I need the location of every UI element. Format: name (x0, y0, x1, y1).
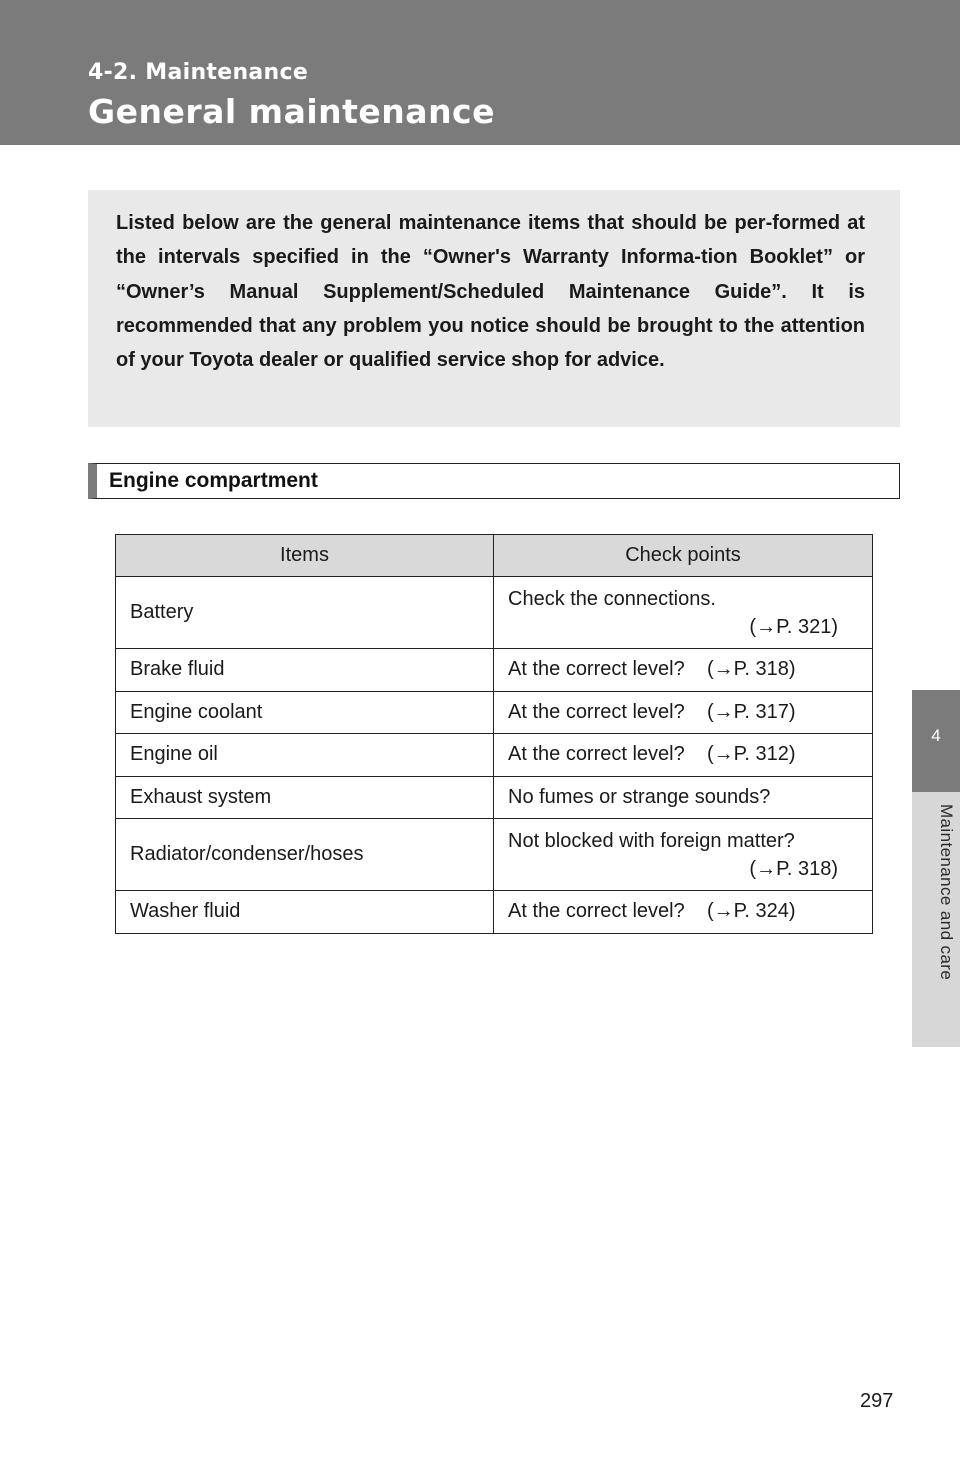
table-row (116, 734, 873, 777)
column-header-check-points: Check points (494, 535, 873, 577)
check-point-cell (494, 734, 873, 777)
section-label: 4-2. Maintenance (88, 60, 309, 85)
reference-spacer (685, 743, 707, 765)
maintenance-table (115, 534, 873, 934)
table-row (116, 776, 873, 819)
column-header-items: Items (116, 535, 494, 577)
table-row (116, 891, 873, 934)
page-reference: (→P. 317) (706, 700, 796, 723)
page-reference: (→P. 318) (749, 857, 838, 880)
reference-spacer (685, 658, 707, 680)
check-point-cell (494, 776, 873, 819)
page-reference: (→P. 312) (706, 743, 796, 766)
check-point-text: At the correct level? (508, 743, 685, 766)
page-reference: (→P. 321) (749, 615, 838, 638)
check-point-cell (494, 891, 873, 934)
check-point-cell (494, 577, 873, 649)
check-point-text: No fumes or strange sounds? (508, 785, 771, 808)
section-heading: Engine compartment (109, 469, 318, 492)
check-point-text: At the correct level? (508, 658, 685, 681)
section-heading-box (88, 463, 900, 499)
item-cell: Engine oil (116, 734, 494, 777)
table-row (116, 691, 873, 734)
page-number: 297 (860, 1390, 894, 1412)
page-reference: (→P. 318) (706, 658, 796, 681)
check-point-text: Check the connections. (508, 587, 716, 610)
intro-box (88, 190, 900, 427)
item-cell: Engine coolant (116, 691, 494, 734)
page-title: General maintenance (88, 92, 495, 131)
item-cell: Battery (116, 577, 494, 649)
check-point-cell (494, 691, 873, 734)
table-header-row (116, 535, 873, 577)
table-row (116, 577, 873, 649)
check-point-cell (494, 819, 873, 891)
intro-text: Listed below are the general maintenance items that should be per-formed at the intervals specified in the “Owner's Warranty Informa-tion Booklet” or “Owner’s Manual Supplement/Scheduled Maintenance Guide”. It is recommended that any problem you notice should be brought to the attention of your Toyota dealer or qualified service shop for advice. (116, 212, 865, 372)
table-row (116, 819, 873, 891)
item-cell: Washer fluid (116, 891, 494, 934)
reference-spacer (685, 900, 707, 922)
table-row (116, 649, 873, 692)
item-cell: Brake fluid (116, 649, 494, 692)
reference-spacer (685, 701, 707, 723)
page-reference: (→P. 324) (706, 900, 796, 923)
chapter-title: Maintenance and care (937, 804, 956, 981)
check-point-text: At the correct level? (508, 900, 685, 923)
item-cell: Radiator/condenser/hoses (116, 819, 494, 891)
check-point-cell (494, 649, 873, 692)
item-cell: Exhaust system (116, 776, 494, 819)
chapter-number: 4 (931, 726, 941, 745)
check-point-text: At the correct level? (508, 700, 685, 723)
check-point-text: Not blocked with foreign matter? (508, 829, 795, 852)
